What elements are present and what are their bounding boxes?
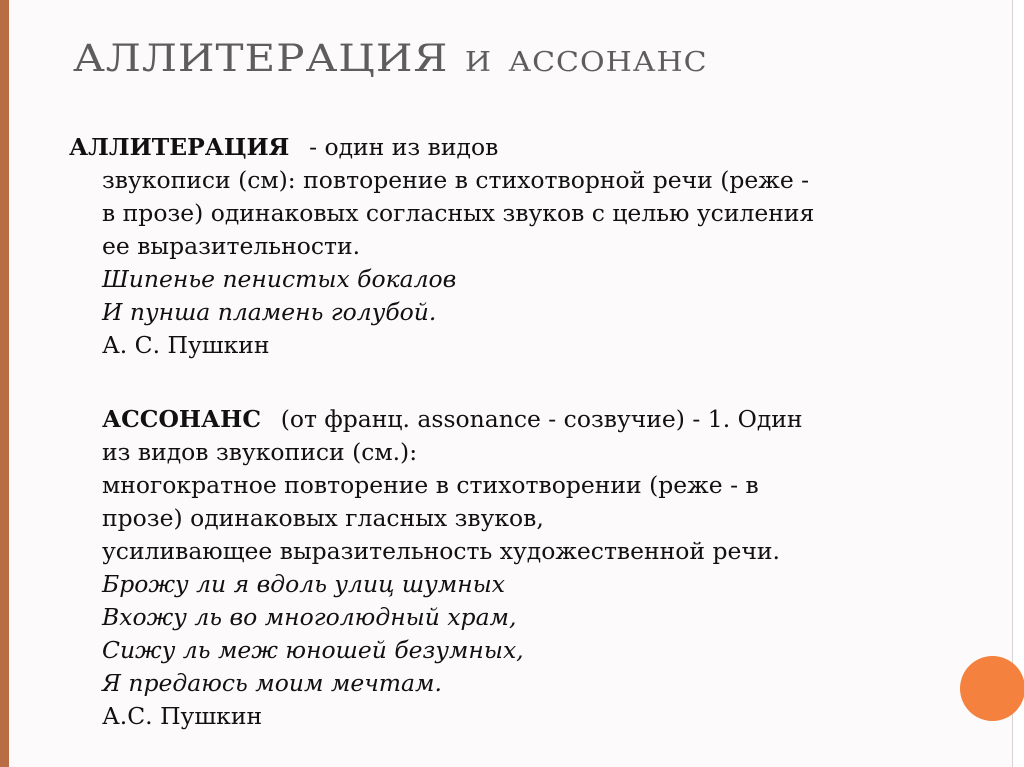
slide-left-border <box>0 0 9 767</box>
alliteration-verse-line: Шипенье пенистых бокалов <box>102 267 457 293</box>
assonance-def-line3: многократное повторение в стихотворении (реже - в <box>102 473 759 499</box>
assonance-term-line <box>102 404 803 436</box>
assonance-verse-line: Брожу ли я вдоль улиц шумных <box>102 572 505 598</box>
orange-circle-decoration <box>960 656 1024 721</box>
title-main: АЛЛИТЕРАЦИЯ <box>73 36 449 81</box>
assonance-def-line2: из видов звукописи (см.): <box>102 440 418 466</box>
alliteration-term: АЛЛИТЕРАЦИЯ <box>69 134 290 161</box>
slide <box>9 0 1013 767</box>
assonance-def-line1: (от франц. assonance - созвучие) - 1. Один <box>280 407 803 433</box>
assonance-verse-line: Вхожу ль во многолюдный храм, <box>102 605 517 631</box>
alliteration-def-line1: - один из видов <box>309 135 499 161</box>
assonance-term: АССОНАНС <box>102 406 262 433</box>
title-and: И <box>464 46 492 79</box>
alliteration-author: А. С. Пушкин <box>102 333 270 359</box>
slide-title <box>73 36 708 80</box>
assonance-verse-line: Сижу ль меж юношей безумных, <box>102 638 524 664</box>
alliteration-term-line <box>69 132 498 164</box>
title-tail: АССОНАНС <box>508 46 708 79</box>
assonance-author: А.С. Пушкин <box>102 704 263 730</box>
assonance-def-line5: усиливающее выразительность художественной речи. <box>102 539 781 565</box>
alliteration-def-line3: в прозе) одинаковых согласных звуков с целью усиления <box>102 201 815 227</box>
alliteration-def-line4: ее выразительности. <box>102 234 361 260</box>
assonance-def-line4: прозе) одинаковых гласных звуков, <box>102 506 544 532</box>
alliteration-verse-line: И пунша пламень голубой. <box>102 300 437 326</box>
alliteration-def-line2: звукописи (см): повторение в стихотворной речи (реже - <box>102 168 810 194</box>
assonance-verse-line: Я предаюсь моим мечтам. <box>102 671 442 697</box>
